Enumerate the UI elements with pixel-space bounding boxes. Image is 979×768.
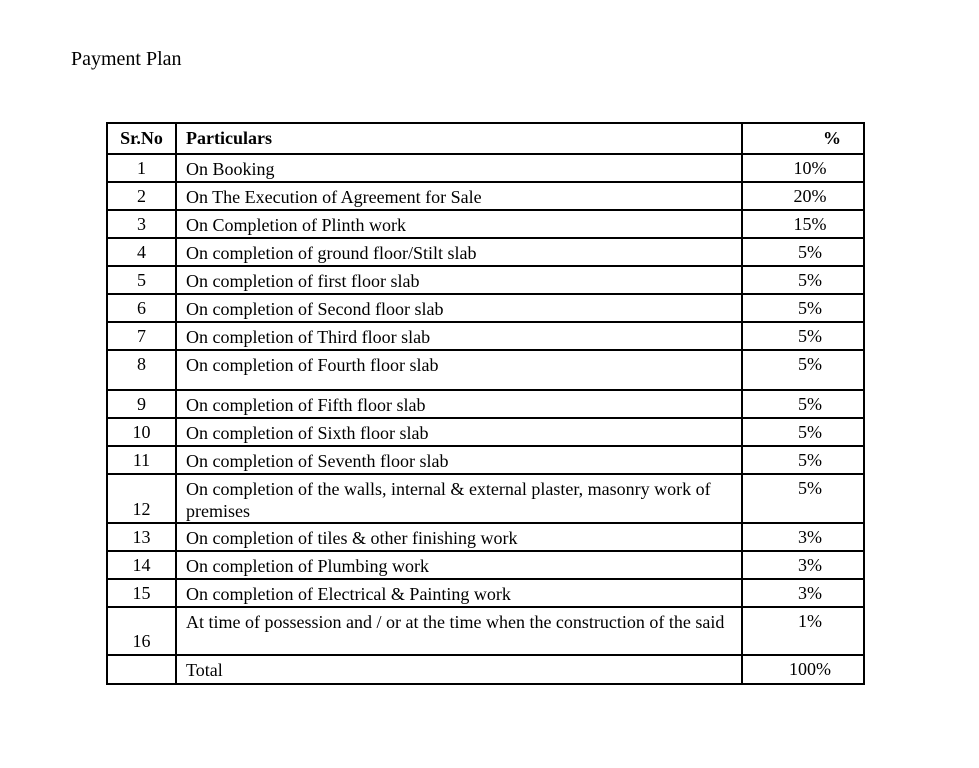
row-sr: 2 <box>107 182 176 210</box>
row-percent: 3% <box>742 523 864 551</box>
table-row <box>107 210 864 238</box>
row-particulars: On Booking <box>176 154 742 182</box>
row-percent: 5% <box>742 322 864 350</box>
row-particulars: On completion of ground floor/Stilt slab <box>176 238 742 266</box>
header-percent: % <box>742 123 864 154</box>
row-particulars: On The Execution of Agreement for Sale <box>176 182 742 210</box>
row-particulars: On completion of tiles & other finishing work <box>176 523 742 551</box>
row-particulars: On completion of Fourth floor slab <box>176 350 742 390</box>
row-sr: 3 <box>107 210 176 238</box>
table-row <box>107 551 864 579</box>
table-row <box>107 238 864 266</box>
row-sr: 16 <box>107 607 176 655</box>
header-sr-no: Sr.No <box>107 123 176 154</box>
row-sr: 7 <box>107 322 176 350</box>
row-percent: 20% <box>742 182 864 210</box>
total-row <box>107 655 864 684</box>
table-header-row <box>107 123 864 154</box>
table-row <box>107 607 864 655</box>
row-particulars: On completion of Second floor slab <box>176 294 742 322</box>
table-row <box>107 474 864 523</box>
row-sr: 14 <box>107 551 176 579</box>
row-sr: 11 <box>107 446 176 474</box>
table-row <box>107 579 864 607</box>
row-percent: 3% <box>742 579 864 607</box>
row-particulars: On completion of Sixth floor slab <box>176 418 742 446</box>
row-sr: 9 <box>107 390 176 418</box>
row-particulars: On completion of the walls, internal & external plaster, masonry work of premises <box>176 474 742 523</box>
row-percent: 1% <box>742 607 864 655</box>
row-particulars: On Completion of Plinth work <box>176 210 742 238</box>
table-row <box>107 523 864 551</box>
row-sr: 15 <box>107 579 176 607</box>
row-particulars: At time of possession and / or at the time when the construction of the said <box>176 607 742 655</box>
row-percent: 3% <box>742 551 864 579</box>
payment-plan-table <box>106 122 865 685</box>
row-sr: 13 <box>107 523 176 551</box>
total-sr <box>107 655 176 684</box>
table-row <box>107 294 864 322</box>
table-row <box>107 418 864 446</box>
page-title: Payment Plan <box>71 48 182 70</box>
row-percent: 5% <box>742 390 864 418</box>
row-sr: 1 <box>107 154 176 182</box>
row-percent: 5% <box>742 474 864 523</box>
row-particulars: On completion of Fifth floor slab <box>176 390 742 418</box>
row-percent: 5% <box>742 350 864 390</box>
table-row <box>107 390 864 418</box>
row-particulars: On completion of Plumbing work <box>176 551 742 579</box>
row-percent: 5% <box>742 418 864 446</box>
table-row <box>107 446 864 474</box>
row-sr: 5 <box>107 266 176 294</box>
row-sr: 8 <box>107 350 176 390</box>
row-percent: 5% <box>742 238 864 266</box>
row-particulars: On completion of Electrical & Painting work <box>176 579 742 607</box>
total-label: Total <box>176 655 742 684</box>
row-particulars: On completion of Third floor slab <box>176 322 742 350</box>
row-particulars: On completion of Seventh floor slab <box>176 446 742 474</box>
table-row <box>107 322 864 350</box>
row-percent: 5% <box>742 294 864 322</box>
total-percent: 100% <box>742 655 864 684</box>
table-row <box>107 182 864 210</box>
row-percent: 10% <box>742 154 864 182</box>
row-sr: 6 <box>107 294 176 322</box>
row-sr: 4 <box>107 238 176 266</box>
row-sr: 10 <box>107 418 176 446</box>
row-percent: 5% <box>742 446 864 474</box>
row-percent: 15% <box>742 210 864 238</box>
table-row <box>107 350 864 390</box>
header-particulars: Particulars <box>176 123 742 154</box>
row-percent: 5% <box>742 266 864 294</box>
table-row <box>107 154 864 182</box>
row-particulars: On completion of first floor slab <box>176 266 742 294</box>
table-row <box>107 266 864 294</box>
row-sr: 12 <box>107 474 176 523</box>
